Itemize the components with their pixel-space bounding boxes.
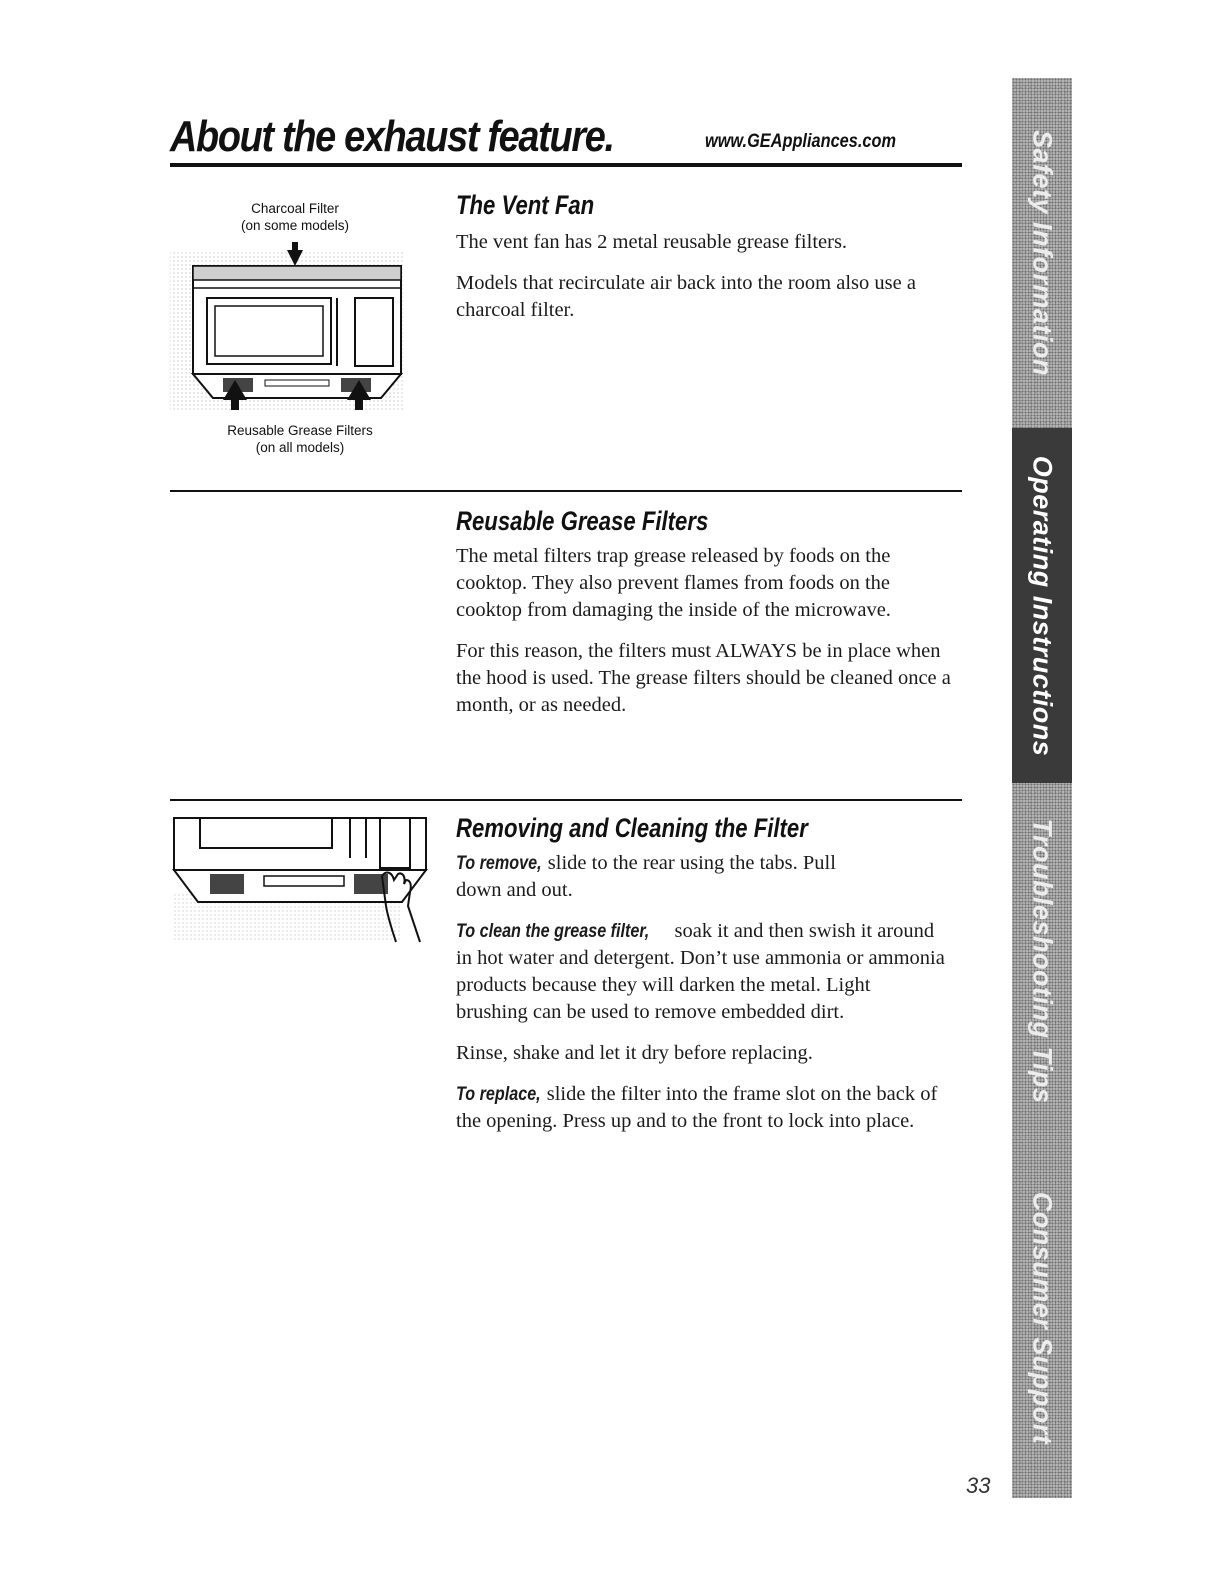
grease-filter-caption <box>185 422 415 456</box>
tab-safety-information[interactable] <box>1012 78 1072 428</box>
section-divider-2 <box>170 799 962 801</box>
removing-filter-heading: Removing and Cleaning the Filter <box>456 813 808 843</box>
tab-safety-information-label: Safety Information <box>1027 129 1058 377</box>
website-url: www.GEAppliances.com <box>705 131 896 152</box>
vent-fan-body <box>456 229 966 338</box>
grease-filters-paragraph-1: The metal filters trap grease released by foods on the cooktop. They also prevent flames from foods on the cooktop from damaging the inside of the microwave. <box>456 545 891 621</box>
charcoal-filter-caption-line1: Charcoal Filter <box>251 201 339 216</box>
remove-text: slide to the rear using the tabs. Pull down and out. <box>456 852 836 901</box>
grease-filters-heading: Reusable Grease Filters <box>456 506 709 536</box>
remove-lead: To remove, <box>456 853 542 874</box>
page-number: 33 <box>966 1473 991 1498</box>
filter-removal-illustration <box>170 814 432 948</box>
microwave-filters-illustration <box>165 240 410 415</box>
charcoal-filter-caption <box>200 200 390 234</box>
grease-filter-caption-line1: Reusable Grease Filters <box>227 423 373 438</box>
section-tab-strip <box>1012 78 1072 1498</box>
clean-lead: To clean the grease filter, <box>456 921 650 942</box>
charcoal-filter-caption-line2: (on some models) <box>240 218 350 233</box>
vent-fan-heading: The Vent Fan <box>456 190 595 220</box>
page-title: About the exhaust feature. <box>170 112 614 161</box>
header-rule <box>170 163 962 167</box>
clean-text: soak it and then swish it around in hot water and detergent. Don’t use ammonia or ammonia products because they will darken the metal. Light brushing can be used to remove embedded dirt. <box>456 920 945 1023</box>
tab-operating-instructions-label: Operating Instructions <box>1027 455 1058 756</box>
tab-troubleshooting-tips-label: Troubleshooting Tips <box>1027 818 1058 1103</box>
tab-operating-instructions[interactable] <box>1012 428 1072 783</box>
vent-fan-paragraph-2: Models that recirculate air back into the room also use a charcoal filter. <box>456 272 916 321</box>
grease-filters-paragraph-2: For this reason, the filters must ALWAYS be in place when the hood is used. The grease filters should be cleaned once a month, or as needed. <box>456 640 951 716</box>
rinse-instruction: Rinse, shake and let it dry before replacing. <box>456 1042 813 1064</box>
tab-consumer-support-label: Consumer Support <box>1027 1191 1058 1445</box>
vent-fan-paragraph-1: The vent fan has 2 metal reusable grease filters. <box>456 231 848 253</box>
remove-instruction <box>456 850 876 904</box>
grease-filters-body <box>456 543 956 733</box>
tab-consumer-support[interactable] <box>1012 1138 1072 1498</box>
tab-troubleshooting-tips[interactable] <box>1012 783 1072 1138</box>
replace-lead: To replace, <box>456 1084 541 1105</box>
removing-filter-body <box>456 850 961 1149</box>
section-divider-1 <box>170 490 962 492</box>
replace-text: slide the filter into the frame slot on the back of the opening. Press up and to the front to lock into place. <box>456 1083 938 1132</box>
clean-instruction <box>456 918 946 1026</box>
grease-filter-caption-line2: (on all models) <box>255 440 345 455</box>
replace-instruction <box>456 1081 961 1135</box>
